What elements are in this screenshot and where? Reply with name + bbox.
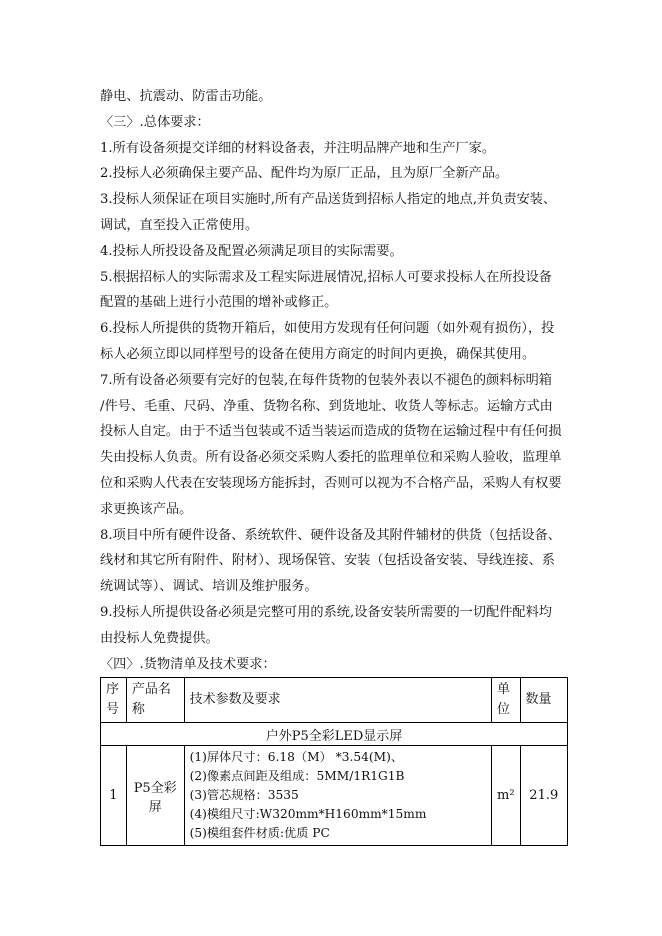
section-heading-general: 〈三〉.总体要求： — [100, 114, 210, 130]
paragraph-line: 由投标人免费提供。 — [100, 630, 219, 646]
row-qty: 21.9 — [520, 746, 567, 846]
header-name: 产品名称 — [126, 678, 184, 723]
paragraph-line: 配置的基础上进行小范围的增补或修正。 — [100, 295, 338, 311]
spec-line: (4)模组尺寸:W320mm*H160mm*15mm — [189, 807, 427, 822]
header-spec: 技术参数及要求 — [184, 678, 491, 723]
table-row — [101, 746, 568, 846]
paragraph-line: /件号、毛重、尺码、净重、货物名称、到货地址、收货人等标志。运输方式由 — [100, 398, 553, 414]
spec-line: (1)屏体尺寸：6.18（M） *3.54(M)、 — [189, 750, 404, 765]
paragraph-line: 静电、抗震动、防雷击功能。 — [100, 89, 272, 104]
spec-line: (5)模组套件材质:优质 PC — [189, 826, 330, 841]
row-spec — [184, 746, 491, 846]
paragraph-line: 1.所有设备须提交详细的材料设备表，并注明品牌产地和生产厂家。 — [100, 140, 496, 156]
paragraph-line: 3.投标人须保证在项目实施时,所有产品送货到招标人指定的地点,并负责安装、 — [100, 192, 557, 208]
paragraph-line: 8.项目中所有硬件设备、系统软件、硬件设备及其附件辅材的供货（包括设备、 — [100, 527, 561, 543]
row-name: P5全彩屏 — [126, 746, 184, 846]
group-title: 户外P5全彩LED显示屏 — [101, 723, 568, 746]
paragraph-line: 统调试等）、调试、培训及维护服务。 — [100, 579, 318, 595]
row-unit: m² — [492, 746, 521, 846]
paragraph-line: 线材和其它所有附件、附材）、现场保管、安装（包括设备安装、导线连接、系 — [100, 553, 555, 569]
document-body — [100, 84, 568, 846]
paragraph-line: 投标人自定。由于不适当包装或不适当装运而造成的货物在运输过程中有任何损 — [100, 424, 562, 440]
paragraph-line: 求更换该产品。 — [100, 501, 193, 517]
paragraph-line: 4.投标人所投设备及配置必须满足项目的实际需要。 — [100, 243, 403, 259]
paragraph-line: 7.所有设备必须要有完好的包装,在每件货物的包装外表以不褪色的颜料标明箱 — [100, 372, 552, 388]
spec-line: (3)管芯规格：3535 — [189, 788, 299, 803]
paragraph-line: 标人必须立即以同样型号的设备在使用方商定的时间内更换，确保其使用。 — [100, 346, 536, 362]
paragraph-line: 位和采购人代表在安装现场方能拆封，否则可以视为不合格产品，采购人有权要 — [100, 475, 562, 491]
paragraph-line: 9.投标人所提供设备必须是完整可用的系统,设备安装所需要的一切配件配料均 — [100, 604, 552, 620]
paragraph-line: 2.投标人必须确保主要产品、配件均为原厂正品，且为原厂全新产品。 — [100, 166, 509, 182]
header-unit: 单位 — [492, 678, 521, 723]
paragraph-line: 调试，直至投入正常使用。 — [100, 217, 259, 233]
table-header-row — [101, 678, 568, 723]
paragraph-line: 失由投标人负责。所有设备必须交采购人委托的监理单位和采购人验收，监理单 — [100, 450, 562, 466]
row-no: 1 — [101, 746, 127, 846]
paragraph-line: 5.根据招标人的实际需求及工程实际进展情况,招标人可要求投标人在所投设备 — [100, 269, 552, 285]
header-qty: 数量 — [520, 678, 567, 723]
spec-line: (2)像素点间距及组成：5MM/1R1G1B — [189, 769, 405, 784]
table-group-row — [101, 723, 568, 746]
section-heading-goods-list: 〈四〉.货物清单及技术要求： — [100, 656, 276, 672]
goods-table — [100, 677, 568, 846]
paragraph-line: 6.投标人所提供的货物开箱后，如使用方发现有任何问题（如外观有损伤），投 — [100, 321, 555, 337]
header-no: 序号 — [101, 678, 127, 723]
